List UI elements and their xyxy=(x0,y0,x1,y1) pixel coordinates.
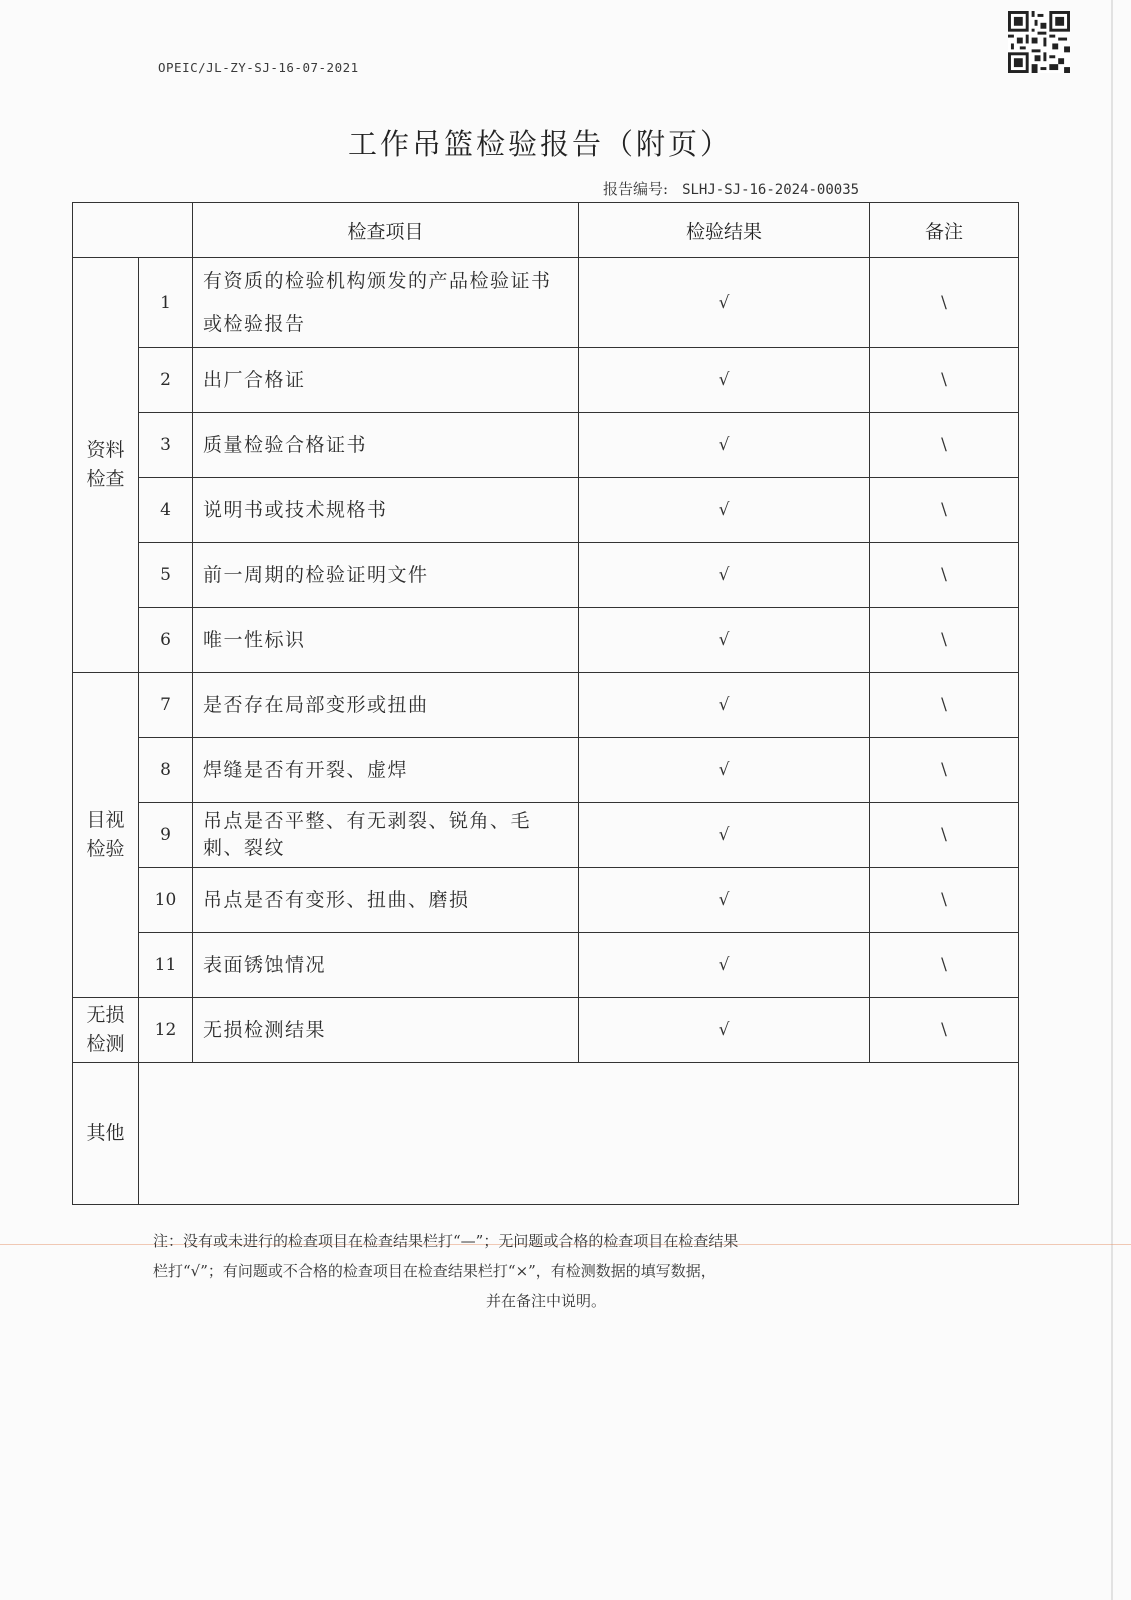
row-item: 无损检测结果 xyxy=(193,998,579,1063)
other-label: 其他 xyxy=(73,1063,139,1205)
category-label-line: 无损 xyxy=(86,1004,125,1026)
category-cell xyxy=(73,998,139,1063)
row-remark: \ xyxy=(870,413,1019,478)
inspection-table xyxy=(72,202,1019,1205)
document-code: OPEIC/JL-ZY-SJ-16-07-2021 xyxy=(158,60,359,75)
row-remark: \ xyxy=(870,258,1019,348)
row-remark: \ xyxy=(870,738,1019,803)
row-result: √ xyxy=(579,258,870,348)
footnote-line: 并在备注中说明。 xyxy=(485,1292,606,1310)
row-item: 前一周期的检验证明文件 xyxy=(193,543,579,608)
row-number: 3 xyxy=(139,413,193,478)
row-number: 6 xyxy=(139,608,193,673)
other-row xyxy=(73,1063,1019,1205)
table-row xyxy=(73,673,1019,738)
header-result: 检验结果 xyxy=(579,203,870,258)
table-row xyxy=(73,413,1019,478)
row-result: √ xyxy=(579,413,870,478)
row-remark: \ xyxy=(870,673,1019,738)
table-row xyxy=(73,868,1019,933)
category-cell xyxy=(73,673,139,998)
category-label-line: 资料 xyxy=(86,439,125,461)
row-number: 9 xyxy=(139,803,193,868)
table-header-row xyxy=(73,203,1019,258)
row-result: √ xyxy=(579,738,870,803)
row-number: 10 xyxy=(139,868,193,933)
row-item: 有资质的检验机构颁发的产品检验证书或检验报告 xyxy=(193,258,579,348)
table-row xyxy=(73,478,1019,543)
row-number: 7 xyxy=(139,673,193,738)
row-result: √ xyxy=(579,998,870,1063)
row-result: √ xyxy=(579,608,870,673)
row-item: 说明书或技术规格书 xyxy=(193,478,579,543)
table-row xyxy=(73,738,1019,803)
table-row xyxy=(73,998,1019,1063)
row-number: 8 xyxy=(139,738,193,803)
row-item: 质量检验合格证书 xyxy=(193,413,579,478)
report-number-label: 报告编号: xyxy=(603,180,669,198)
row-result: √ xyxy=(579,348,870,413)
row-number: 1 xyxy=(139,258,193,348)
table-row xyxy=(73,608,1019,673)
footnote xyxy=(153,1226,939,1316)
row-result: √ xyxy=(579,803,870,868)
category-label-line: 检测 xyxy=(86,1033,125,1055)
row-remark: \ xyxy=(870,608,1019,673)
report-number xyxy=(603,178,859,199)
row-result: √ xyxy=(579,933,870,998)
row-item: 焊缝是否有开裂、虚焊 xyxy=(193,738,579,803)
page-title: 工作吊篮检验报告（附页） xyxy=(347,127,732,161)
row-result: √ xyxy=(579,673,870,738)
category-label-line: 检验 xyxy=(86,838,125,860)
row-number: 12 xyxy=(139,998,193,1063)
category-cell xyxy=(73,258,139,673)
row-number: 5 xyxy=(139,543,193,608)
row-remark: \ xyxy=(870,998,1019,1063)
row-remark: \ xyxy=(870,478,1019,543)
header-item: 检查项目 xyxy=(193,203,579,258)
row-remark: \ xyxy=(870,933,1019,998)
row-number: 11 xyxy=(139,933,193,998)
header-blank xyxy=(73,203,193,258)
qr-code-icon xyxy=(1008,11,1070,73)
category-label-line: 检查 xyxy=(86,468,125,490)
row-item: 出厂合格证 xyxy=(193,348,579,413)
row-remark: \ xyxy=(870,803,1019,868)
row-number: 2 xyxy=(139,348,193,413)
row-result: √ xyxy=(579,868,870,933)
row-result: √ xyxy=(579,543,870,608)
header-remark: 备注 xyxy=(870,203,1019,258)
row-item: 吊点是否平整、有无剥裂、锐角、毛刺、裂纹 xyxy=(193,803,579,868)
table-row xyxy=(73,803,1019,868)
table-row xyxy=(73,933,1019,998)
row-remark: \ xyxy=(870,543,1019,608)
row-item: 唯一性标识 xyxy=(193,608,579,673)
row-remark: \ xyxy=(870,348,1019,413)
table-row xyxy=(73,348,1019,413)
row-number: 4 xyxy=(139,478,193,543)
row-item: 表面锈蚀情况 xyxy=(193,933,579,998)
category-label-line: 目视 xyxy=(86,809,125,831)
footnote-line: 栏打“√”；有问题或不合格的检查项目在检查结果栏打“×”，有检测数据的填写数据， xyxy=(153,1262,716,1280)
table-row xyxy=(73,543,1019,608)
report-number-value: SLHJ-SJ-16-2024-00035 xyxy=(682,182,860,198)
footnote-line: 注：没有或未进行的检查项目在检查结果栏打“—”；无问题或合格的检查项目在检查结果 xyxy=(153,1232,739,1250)
page-edge xyxy=(1111,0,1113,1600)
table-row xyxy=(73,258,1019,348)
row-remark: \ xyxy=(870,868,1019,933)
other-content xyxy=(139,1063,1019,1205)
row-item: 是否存在局部变形或扭曲 xyxy=(193,673,579,738)
row-item: 吊点是否有变形、扭曲、磨损 xyxy=(193,868,579,933)
row-result: √ xyxy=(579,478,870,543)
